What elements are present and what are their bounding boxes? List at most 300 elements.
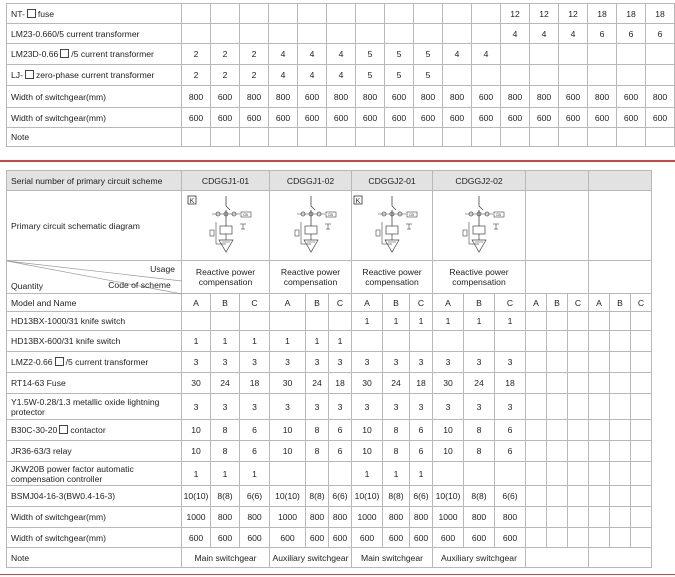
scheme-name: CDGGJ1-02	[270, 171, 352, 191]
code-cell: B	[211, 294, 240, 312]
value-cell	[631, 507, 652, 528]
row-label	[7, 108, 182, 128]
component-row	[7, 312, 652, 331]
component-row	[7, 331, 652, 352]
value-cell: 24	[464, 373, 495, 394]
schematic-diagram-cell	[352, 191, 433, 261]
value-cell: 30	[270, 373, 306, 394]
value-cell	[526, 394, 547, 420]
spec-row	[7, 24, 675, 44]
value-cell: 1	[383, 462, 410, 486]
code-cell: C	[410, 294, 433, 312]
value-cell: 8	[306, 420, 329, 441]
row-label-text: HD13BX-1000/31 knife switch	[11, 316, 126, 326]
scheme-table-body	[7, 312, 652, 548]
value-cell: 6	[617, 24, 646, 44]
value-cell	[589, 507, 610, 528]
value-cell	[443, 4, 472, 24]
value-cell	[530, 44, 559, 65]
value-cell: 3	[464, 394, 495, 420]
value-cell	[568, 486, 589, 507]
spec-row	[7, 44, 675, 65]
value-cell: 3	[306, 394, 329, 420]
value-cell	[501, 65, 530, 86]
row-label	[7, 394, 182, 420]
row-label-text: Note	[11, 132, 30, 142]
value-cell: 600	[617, 86, 646, 108]
value-cell	[329, 462, 352, 486]
value-cell: 3	[329, 352, 352, 373]
component-row	[7, 352, 652, 373]
value-cell	[610, 420, 631, 441]
code-cell: C	[495, 294, 526, 312]
value-cell: 3	[495, 394, 526, 420]
value-cell	[464, 331, 495, 352]
value-cell: 6(6)	[240, 486, 270, 507]
value-cell: 4	[269, 44, 298, 65]
row-label	[7, 352, 182, 373]
value-cell: 3	[182, 394, 211, 420]
value-cell: 600	[329, 528, 352, 548]
scheme-name	[589, 171, 652, 191]
value-cell	[631, 352, 652, 373]
value-cell	[526, 373, 547, 394]
code-cell: A	[433, 294, 464, 312]
value-cell	[526, 312, 547, 331]
value-cell	[589, 528, 610, 548]
value-cell: 18	[410, 373, 433, 394]
value-cell: 3	[240, 394, 270, 420]
value-cell	[240, 128, 269, 147]
note-value	[589, 548, 652, 568]
value-cell: 6(6)	[495, 486, 526, 507]
row-label	[7, 312, 182, 331]
value-cell	[589, 352, 610, 373]
code-of-scheme-label: Code of scheme	[108, 280, 171, 290]
value-cell: 12	[501, 4, 530, 24]
row-label-text: LM23D-0.66	[11, 49, 59, 59]
value-cell: 4	[501, 24, 530, 44]
row-label-text: NT-	[11, 8, 25, 19]
note-value: Auxiliary switchgear	[270, 548, 352, 568]
value-cell: 600	[414, 108, 443, 128]
scheme-table	[6, 170, 652, 568]
blank-box-icon	[60, 49, 69, 58]
value-cell: 5	[356, 65, 385, 86]
row-label-text: RT14-63 Fuse	[11, 378, 66, 388]
row-label	[7, 528, 182, 548]
value-cell	[269, 128, 298, 147]
row-label-text: BSMJ04-16-3(BW0.4-16-3)	[11, 491, 116, 501]
value-cell	[530, 65, 559, 86]
row-label	[7, 128, 182, 147]
value-cell	[211, 312, 240, 331]
value-cell	[443, 24, 472, 44]
value-cell: 600	[240, 528, 270, 548]
value-cell	[547, 528, 568, 548]
value-cell: 4	[559, 24, 588, 44]
value-cell	[631, 462, 652, 486]
cb-label: CB	[327, 212, 333, 217]
value-cell: 10(10)	[182, 486, 211, 507]
code-cell: C	[568, 294, 589, 312]
value-cell: 4	[472, 44, 501, 65]
value-cell	[356, 24, 385, 44]
value-cell	[240, 4, 269, 24]
value-cell: 600	[495, 528, 526, 548]
value-cell: 600	[182, 108, 211, 128]
value-cell	[610, 373, 631, 394]
value-cell: 1	[410, 462, 433, 486]
value-cell	[610, 352, 631, 373]
value-cell: 10	[352, 420, 383, 441]
value-cell: 1	[495, 312, 526, 331]
component-row	[7, 528, 652, 548]
value-cell: 800	[240, 507, 270, 528]
value-cell	[547, 373, 568, 394]
row-label-suffix: /5 current transformer	[65, 357, 149, 367]
schematic-diagram-icon	[352, 194, 432, 258]
value-cell	[526, 331, 547, 352]
row-label	[7, 65, 182, 86]
value-cell: 8	[383, 420, 410, 441]
value-cell: 18	[329, 373, 352, 394]
value-cell: 3	[211, 352, 240, 373]
value-cell: 800	[410, 507, 433, 528]
value-cell: 6	[410, 441, 433, 462]
value-cell: 4	[443, 44, 472, 65]
value-cell	[433, 462, 464, 486]
value-cell	[385, 4, 414, 24]
value-cell: 30	[352, 373, 383, 394]
code-cell: B	[547, 294, 568, 312]
usage-label: Usage	[150, 264, 175, 274]
value-cell: 800	[383, 507, 410, 528]
schematic-diagram-cell	[526, 191, 589, 261]
value-cell: 2	[182, 65, 211, 86]
value-cell: 800	[588, 86, 617, 108]
value-cell: 5	[385, 65, 414, 86]
value-cell: 600	[306, 528, 329, 548]
value-cell	[610, 507, 631, 528]
schematic-diagram-icon	[439, 194, 519, 258]
value-cell	[568, 331, 589, 352]
value-cell: 10	[270, 441, 306, 462]
value-cell: 800	[327, 86, 356, 108]
value-cell	[589, 486, 610, 507]
value-cell	[211, 24, 240, 44]
value-cell: 2	[240, 65, 269, 86]
code-cell: C	[329, 294, 352, 312]
value-cell: 1	[211, 331, 240, 352]
value-cell	[443, 128, 472, 147]
section-divider	[0, 160, 675, 162]
value-cell	[610, 441, 631, 462]
scheme-name	[526, 171, 589, 191]
value-cell	[589, 312, 610, 331]
row-label	[7, 462, 182, 486]
note-label: Note	[7, 548, 182, 568]
value-cell: 10(10)	[433, 486, 464, 507]
value-cell: 6	[646, 24, 675, 44]
value-cell: 600	[646, 108, 675, 128]
value-cell	[589, 462, 610, 486]
value-cell: 4	[298, 44, 327, 65]
value-cell: 8	[464, 441, 495, 462]
value-cell	[501, 128, 530, 147]
value-cell: 4	[269, 65, 298, 86]
value-cell: 800	[329, 507, 352, 528]
value-cell	[327, 24, 356, 44]
value-cell: 8	[211, 441, 240, 462]
row-label-suffix: fuse	[37, 8, 55, 19]
value-cell: 800	[501, 86, 530, 108]
value-cell: 1	[329, 331, 352, 352]
row-label-text: LJ-	[11, 70, 23, 80]
cb-label: CB	[242, 212, 248, 217]
blank-box-icon	[25, 70, 34, 79]
value-cell	[240, 312, 270, 331]
value-cell	[568, 462, 589, 486]
value-cell	[495, 331, 526, 352]
value-cell: 1	[352, 462, 383, 486]
value-cell: 24	[383, 373, 410, 394]
scheme-name: CDGGJ1-01	[182, 171, 270, 191]
row-label-text: HD13BX-600/31 knife switch	[11, 336, 121, 346]
value-cell: 1	[410, 312, 433, 331]
code-cell: B	[383, 294, 410, 312]
value-cell	[306, 312, 329, 331]
value-cell	[472, 65, 501, 86]
value-cell: 8	[306, 441, 329, 462]
value-cell: 8(8)	[464, 486, 495, 507]
value-cell	[631, 420, 652, 441]
row-label	[7, 4, 182, 24]
value-cell: 10(10)	[270, 486, 306, 507]
component-row	[7, 486, 652, 507]
value-cell: 5	[356, 44, 385, 65]
value-cell	[414, 4, 443, 24]
value-cell	[526, 507, 547, 528]
value-cell: 800	[464, 507, 495, 528]
value-cell: 600	[270, 528, 306, 548]
spec-row	[7, 128, 675, 147]
value-cell	[589, 441, 610, 462]
value-cell: 800	[269, 86, 298, 108]
value-cell: 6	[240, 420, 270, 441]
value-cell: 6(6)	[410, 486, 433, 507]
value-cell	[589, 331, 610, 352]
note-value: Main switchgear	[182, 548, 270, 568]
code-cell: A	[352, 294, 383, 312]
row-label-text: JR36-63/3 relay	[11, 446, 72, 456]
value-cell: 600	[588, 108, 617, 128]
code-cell: A	[589, 294, 610, 312]
value-cell: 10	[352, 441, 383, 462]
value-cell: 6	[329, 441, 352, 462]
value-cell	[568, 528, 589, 548]
diagram-row	[7, 191, 652, 261]
value-cell	[526, 462, 547, 486]
value-cell: 600	[530, 108, 559, 128]
value-cell: 800	[182, 86, 211, 108]
value-cell	[547, 420, 568, 441]
value-cell	[298, 4, 327, 24]
value-cell	[526, 528, 547, 548]
note-value	[526, 548, 589, 568]
value-cell	[472, 4, 501, 24]
usage-value	[589, 261, 652, 294]
value-cell: 1000	[352, 507, 383, 528]
value-cell	[588, 128, 617, 147]
value-cell: 3	[383, 394, 410, 420]
model-label: Model and Name	[11, 297, 77, 308]
value-cell: 3	[182, 352, 211, 373]
serial-label: Serial number of primary circuit scheme	[7, 171, 182, 191]
value-cell	[631, 312, 652, 331]
value-cell: 600	[443, 108, 472, 128]
k-label: K	[355, 197, 361, 205]
value-cell: 8	[383, 441, 410, 462]
cb-label: CB	[409, 212, 414, 217]
value-cell	[547, 462, 568, 486]
code-cell: A	[526, 294, 547, 312]
value-cell: 600	[327, 108, 356, 128]
value-cell	[526, 486, 547, 507]
value-cell: 3	[211, 394, 240, 420]
schematic-diagram-icon	[186, 194, 266, 258]
value-cell: 1000	[270, 507, 306, 528]
value-cell: 1	[240, 331, 270, 352]
value-cell: 12	[530, 4, 559, 24]
value-cell	[501, 44, 530, 65]
value-cell	[631, 394, 652, 420]
value-cell: 5	[385, 44, 414, 65]
row-label-text: Width of switchgear(mm)	[11, 512, 107, 522]
value-cell: 600	[352, 528, 383, 548]
value-cell: 600	[211, 528, 240, 548]
value-cell	[327, 4, 356, 24]
value-cell: 600	[298, 86, 327, 108]
value-cell: 600	[559, 86, 588, 108]
spec-row	[7, 108, 675, 128]
value-cell	[617, 128, 646, 147]
value-cell	[306, 462, 329, 486]
value-cell: 3	[383, 352, 410, 373]
value-cell: 1	[383, 312, 410, 331]
usage-value: Reactive power compensation	[270, 261, 352, 294]
schematic-diagram-cell	[182, 191, 270, 261]
value-cell	[385, 128, 414, 147]
value-cell: 8(8)	[306, 486, 329, 507]
value-cell: 600	[211, 86, 240, 108]
blank-box-icon	[55, 357, 64, 366]
value-cell	[559, 44, 588, 65]
code-cell: A	[270, 294, 306, 312]
value-cell: 1000	[433, 507, 464, 528]
value-cell: 24	[211, 373, 240, 394]
value-cell: 10	[182, 441, 211, 462]
value-cell	[547, 394, 568, 420]
value-cell: 3	[270, 394, 306, 420]
value-cell: 600	[383, 528, 410, 548]
value-cell	[414, 128, 443, 147]
value-cell: 8	[211, 420, 240, 441]
value-cell	[559, 128, 588, 147]
top-spec-table	[6, 3, 675, 147]
value-cell: 18	[646, 4, 675, 24]
value-cell: 3	[433, 394, 464, 420]
value-cell: 5	[414, 44, 443, 65]
usage-value: Reactive power compensation	[182, 261, 270, 294]
value-cell	[646, 65, 675, 86]
k-label: K	[189, 197, 194, 205]
value-cell: 1	[182, 331, 211, 352]
value-cell: 600	[182, 528, 211, 548]
value-cell: 800	[530, 86, 559, 108]
value-cell	[443, 65, 472, 86]
value-cell: 600	[617, 108, 646, 128]
value-cell	[240, 24, 269, 44]
value-cell	[182, 4, 211, 24]
value-cell: 1	[306, 331, 329, 352]
value-cell: 3	[410, 394, 433, 420]
spec-row	[7, 4, 675, 24]
row-label-text: Width of switchgear(mm)	[11, 532, 107, 543]
value-cell	[526, 352, 547, 373]
value-cell: 30	[433, 373, 464, 394]
value-cell: 800	[414, 86, 443, 108]
value-cell	[588, 44, 617, 65]
value-cell: 600	[211, 108, 240, 128]
value-cell	[383, 331, 410, 352]
value-cell	[472, 128, 501, 147]
component-row	[7, 462, 652, 486]
value-cell	[588, 65, 617, 86]
value-cell: 18	[588, 4, 617, 24]
value-cell	[568, 352, 589, 373]
value-cell	[631, 331, 652, 352]
value-cell: 600	[472, 86, 501, 108]
value-cell: 3	[495, 352, 526, 373]
value-cell	[646, 128, 675, 147]
code-cell: B	[306, 294, 329, 312]
value-cell	[464, 462, 495, 486]
value-cell	[547, 486, 568, 507]
value-cell: 2	[240, 44, 269, 65]
value-cell	[526, 420, 547, 441]
value-cell	[298, 24, 327, 44]
value-cell: 18	[617, 4, 646, 24]
usage-value: Reactive power compensation	[352, 261, 433, 294]
schematic-diagram-icon	[271, 194, 351, 258]
value-cell: 600	[410, 528, 433, 548]
value-cell	[610, 312, 631, 331]
note-row	[7, 548, 652, 568]
value-cell: 6	[495, 420, 526, 441]
value-cell: 600	[464, 528, 495, 548]
component-row	[7, 507, 652, 528]
value-cell	[270, 462, 306, 486]
value-cell: 3	[464, 352, 495, 373]
value-cell	[646, 44, 675, 65]
value-cell: 600	[269, 108, 298, 128]
value-cell: 3	[306, 352, 329, 373]
value-cell	[547, 507, 568, 528]
value-cell: 8	[464, 420, 495, 441]
value-cell	[610, 528, 631, 548]
value-cell: 2	[182, 44, 211, 65]
